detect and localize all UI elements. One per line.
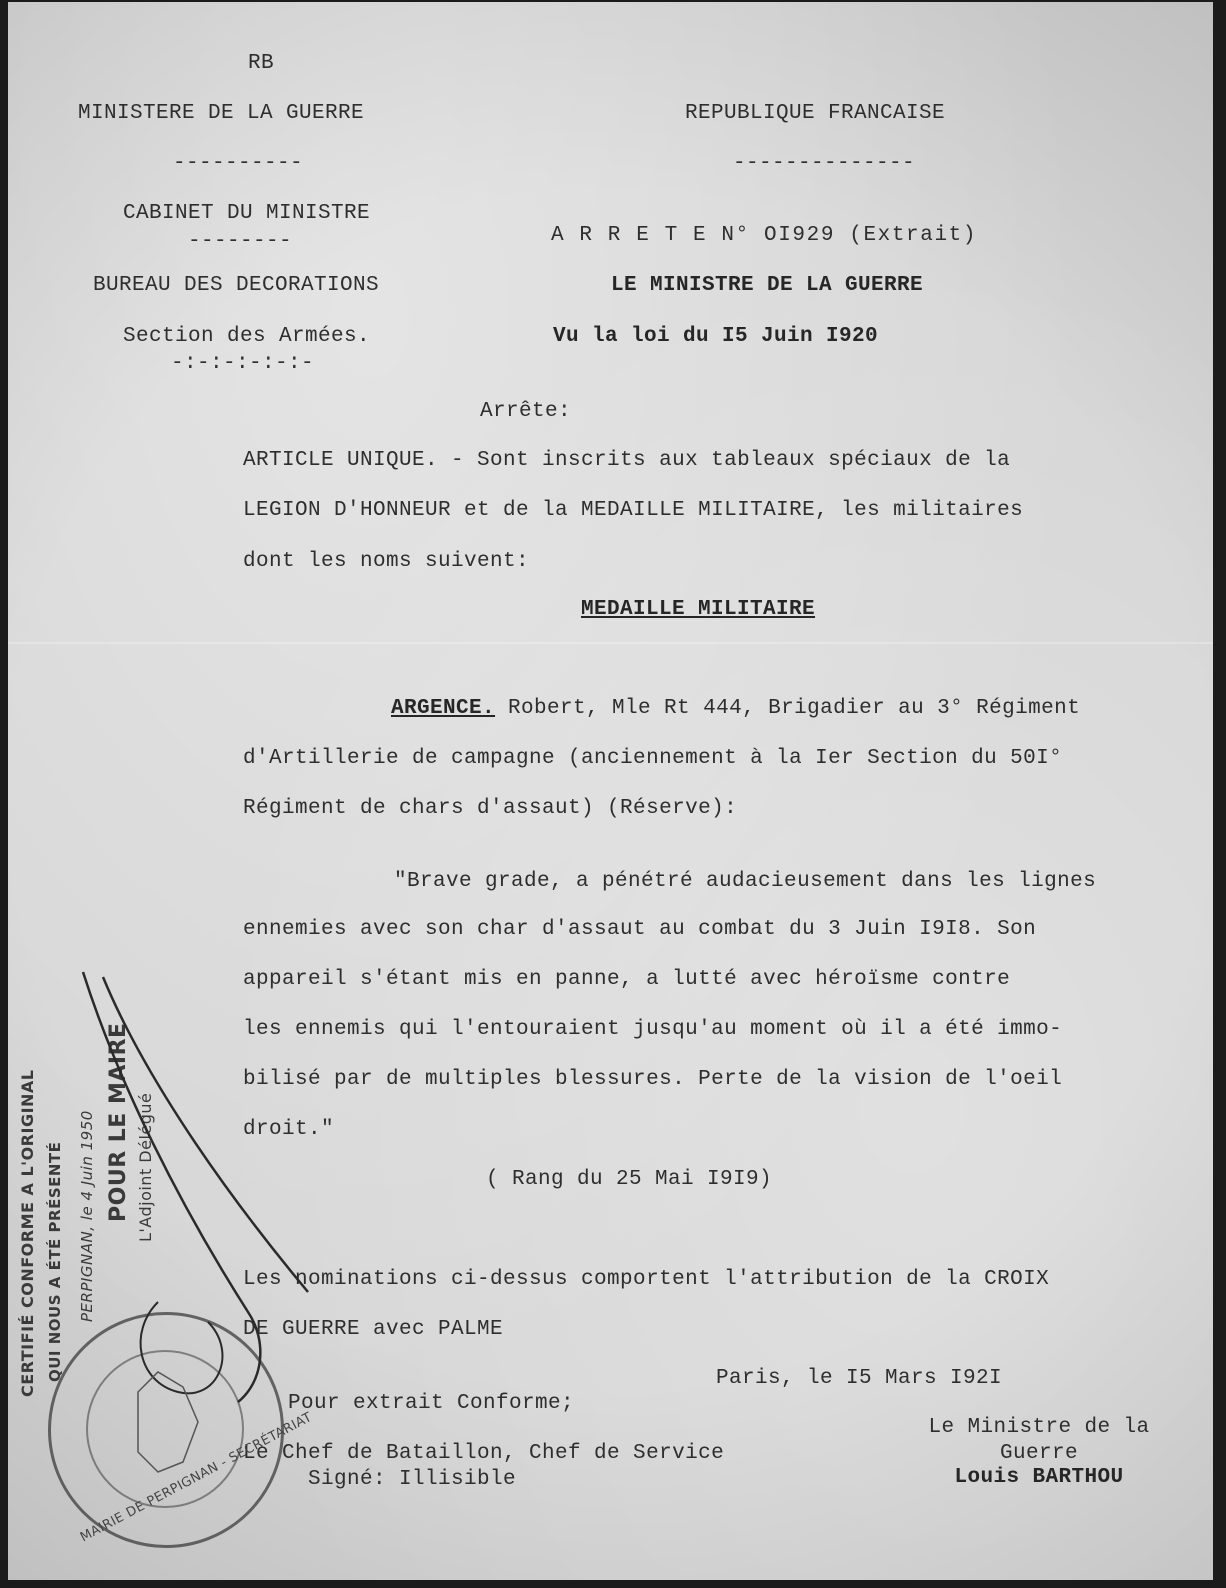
decree-number: A R R E T E N° OI929 (Extrait)	[551, 224, 978, 247]
certification-line-1: CERTIFIÉ CONFORME A L'ORIGINAL	[18, 1069, 37, 1397]
quote-line-4: les ennemis qui l'entouraient jusqu'au moment où il a été immo-	[243, 1018, 1063, 1041]
initials: RB	[248, 52, 275, 75]
certification-line-2: QUI NOUS A ÉTÉ PRÉSENTÉ	[46, 1141, 64, 1382]
ministry-title: MINISTERE DE LA GUERRE	[78, 102, 365, 125]
ministry-rule: ----------	[173, 152, 304, 175]
quote-line-2: ennemies avec son char d'assaut au combat du 3 Juin I9I8. Son	[243, 918, 1037, 941]
arrete-label: Arrête:	[480, 400, 572, 423]
republic-title: REPUBLIQUE FRANCAISE	[685, 102, 946, 125]
cabinet-title: CABINET DU MINISTRE	[123, 202, 371, 225]
signed-line: Signé: Illisible	[308, 1468, 517, 1491]
republic-rule: --------------	[733, 152, 916, 175]
closing-line-2: DE GUERRE avec PALME	[243, 1318, 504, 1341]
minister-sign-line-2: Guerre	[999, 1442, 1078, 1465]
article-line-2: LEGION D'HONNEUR et de la MEDAILLE MILITAIRE, les militaires	[243, 499, 1024, 522]
citation-line-3: Régiment de chars d'assaut) (Réserve):	[243, 797, 738, 820]
document-sheet	[8, 2, 1213, 1580]
extract-line: Pour extrait Conforme;	[288, 1392, 575, 1415]
cabinet-rule: --------	[188, 230, 293, 253]
quote-line-5: bilisé par de multiples blessures. Perte de la vision de l'oeil	[243, 1068, 1063, 1091]
article-line-1: ARTICLE UNIQUE. - Sont inscrits aux tableaux spéciaux de la	[243, 449, 1011, 472]
chief-line: Le Chef de Bataillon, Chef de Service	[243, 1442, 725, 1465]
minister-sign-line-1: Le Ministre de la	[928, 1416, 1150, 1439]
section-rule: -:-:-:-:-:-	[171, 352, 315, 375]
bureau-title: BUREAU DES DECORATIONS	[93, 274, 380, 297]
medal-heading: MEDAILLE MILITAIRE	[581, 598, 816, 621]
soldier-name: ARGENCE.	[391, 697, 496, 720]
certification-line-3: PERPIGNAN, le 4 Juin 1950	[78, 1110, 96, 1322]
citation-line-2: d'Artillerie de campagne (anciennement à la Ier Section du 50I°	[243, 747, 1063, 770]
quote-line-3: appareil s'étant mis en panne, a lutté avec héroïsme contre	[243, 968, 1011, 991]
closing-line-1: Les nominations ci-dessus comportent l'attribution de la CROIX	[243, 1268, 1050, 1291]
minister-name: Louis BARTHOU	[954, 1466, 1124, 1489]
rank-date: ( Rang du 25 Mai I9I9)	[486, 1168, 773, 1191]
law-reference: Vu la loi du I5 Juin I920	[553, 325, 879, 348]
paper-fold	[8, 642, 1213, 644]
quote-line-1: "Brave grade, a pénétré audacieusement dans les lignes	[394, 870, 1097, 893]
citation-line-1	[391, 697, 1080, 720]
place-date: Paris, le I5 Mars I92I	[716, 1367, 1003, 1390]
certification-line-5: L'Adjoint Délégué	[136, 1092, 155, 1242]
minister-heading: LE MINISTRE DE LA GUERRE	[611, 274, 924, 297]
certification-line-4: POUR LE MAIRE	[106, 1022, 131, 1222]
soldier-details: Robert, Mle Rt 444, Brigadier au 3° Régiment	[495, 697, 1081, 720]
seal-text: MAIRIE DE PERPIGNAN - SECRÉTARIAT	[78, 1409, 315, 1546]
quote-line-6: droit."	[243, 1118, 335, 1141]
section-title: Section des Armées.	[123, 325, 371, 348]
article-line-3: dont les noms suivent:	[243, 550, 530, 573]
